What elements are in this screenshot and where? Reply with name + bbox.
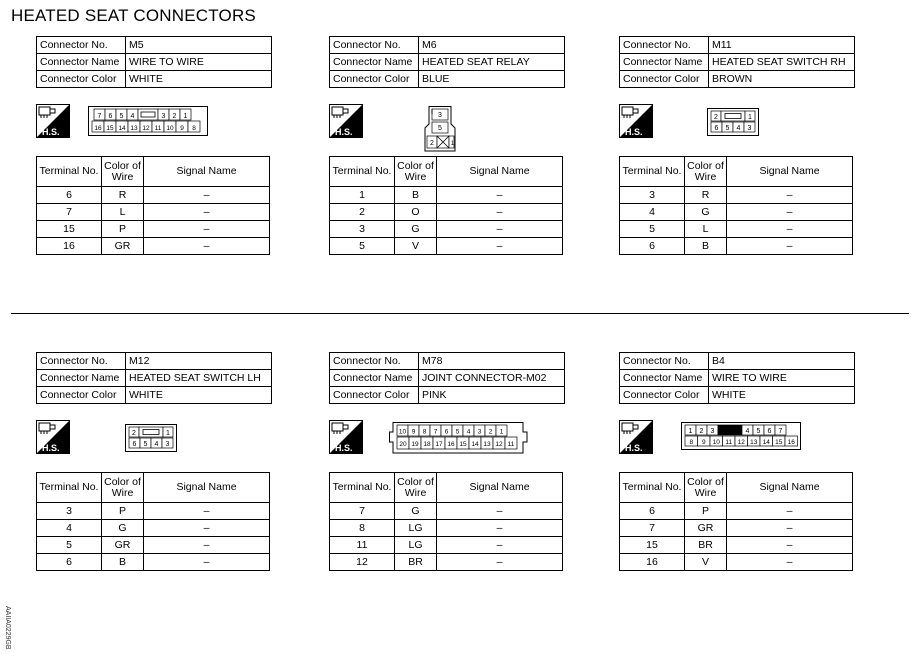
terminal-no-cell: 15 <box>37 221 102 238</box>
connector-info-table <box>36 352 272 404</box>
svg-text:5: 5 <box>119 113 124 120</box>
svg-text:4: 4 <box>154 441 159 448</box>
table-row <box>620 554 853 571</box>
connector-no-label: Connector No. <box>37 37 126 54</box>
signal-name-cell: – <box>727 503 853 520</box>
svg-text:4: 4 <box>736 125 741 132</box>
connector-name-label: Connector Name <box>620 54 709 71</box>
svg-text:16: 16 <box>94 125 102 132</box>
svg-text:5: 5 <box>756 428 761 435</box>
harness-side-icon <box>619 104 653 138</box>
harness-side-icon <box>329 104 363 138</box>
terminal-table-header <box>330 157 563 187</box>
connector-name-value: JOINT CONNECTOR-M02 <box>419 370 565 387</box>
connector-info-table <box>619 352 855 404</box>
connector-name-value: WIRE TO WIRE <box>126 54 272 71</box>
svg-text:2: 2 <box>488 428 493 436</box>
svg-text:18: 18 <box>423 441 431 448</box>
svg-text:14: 14 <box>762 439 770 446</box>
connector-no-label: Connector No. <box>37 353 126 370</box>
connector-no-value: M12 <box>126 353 272 370</box>
connector-color-value: PINK <box>419 387 565 404</box>
terminal-no-header: Terminal No. <box>330 157 395 187</box>
svg-text:1: 1 <box>748 114 752 121</box>
wire-color-cell: L <box>685 221 727 238</box>
svg-text:5: 5 <box>438 125 442 132</box>
terminal-no-cell: 4 <box>37 520 102 537</box>
svg-text:H.S.: H.S. <box>335 443 353 453</box>
connector-panel-m12 <box>36 352 272 612</box>
connector-no-row <box>330 37 565 54</box>
terminal-no-cell: 2 <box>330 204 395 221</box>
connector-name-label: Connector Name <box>620 370 709 387</box>
signal-name-cell: – <box>144 204 270 221</box>
signal-name-header: Signal Name <box>437 157 563 187</box>
harness-side-icon <box>36 420 70 454</box>
connector-color-label: Connector Color <box>620 387 709 404</box>
svg-text:7: 7 <box>97 113 102 120</box>
connector-face-diagram <box>681 422 803 452</box>
wire-color-cell: B <box>685 238 727 255</box>
table-row <box>620 221 853 238</box>
svg-text:15: 15 <box>459 441 467 448</box>
terminal-table-header <box>620 473 853 503</box>
svg-text:9: 9 <box>411 428 416 436</box>
connector-color-row <box>620 387 855 404</box>
terminal-no-cell: 6 <box>37 554 102 571</box>
svg-text:4: 4 <box>745 428 750 435</box>
terminal-no-cell: 7 <box>620 520 685 537</box>
connector-color-label: Connector Color <box>330 71 419 88</box>
table-row <box>37 503 270 520</box>
signal-name-cell: – <box>144 221 270 238</box>
svg-text:2: 2 <box>430 140 434 147</box>
svg-text:11: 11 <box>154 125 162 132</box>
terminal-no-header: Terminal No. <box>37 473 102 503</box>
svg-text:7: 7 <box>433 428 438 436</box>
signal-name-cell: – <box>727 238 853 255</box>
signal-name-cell: – <box>727 221 853 238</box>
svg-text:12: 12 <box>142 125 150 132</box>
terminal-no-cell: 5 <box>620 221 685 238</box>
terminal-no-cell: 8 <box>330 520 395 537</box>
signal-name-cell: – <box>437 204 563 221</box>
connector-name-row <box>37 54 272 71</box>
svg-text:15: 15 <box>106 125 114 132</box>
connector-name-row <box>330 54 565 71</box>
connector-info-table <box>329 36 565 88</box>
svg-text:3: 3 <box>477 428 482 436</box>
terminal-no-cell: 7 <box>37 204 102 221</box>
svg-text:3: 3 <box>710 428 715 435</box>
signal-name-header: Signal Name <box>144 473 270 503</box>
svg-text:H.S.: H.S. <box>625 443 643 453</box>
signal-name-cell: – <box>437 554 563 571</box>
connector-no-row <box>37 37 272 54</box>
svg-text:20: 20 <box>399 441 407 448</box>
terminal-table-header <box>620 157 853 187</box>
terminal-no-header: Terminal No. <box>620 473 685 503</box>
wire-color-cell: G <box>102 520 144 537</box>
table-row <box>37 221 270 238</box>
svg-text:5: 5 <box>143 441 148 448</box>
connector-face-diagram <box>389 422 529 454</box>
wire-color-cell: GR <box>685 520 727 537</box>
connector-face-diagram <box>88 106 208 136</box>
signal-name-cell: – <box>144 238 270 255</box>
connector-name-value: HEATED SEAT SWITCH LH <box>126 370 272 387</box>
table-row <box>330 554 563 571</box>
connector-color-row <box>620 71 855 88</box>
svg-text:3: 3 <box>438 112 442 119</box>
svg-text:17: 17 <box>435 441 443 448</box>
connector-panel-m5 <box>36 36 272 296</box>
terminal-no-cell: 16 <box>37 238 102 255</box>
terminal-no-cell: 7 <box>330 503 395 520</box>
signal-name-cell: – <box>437 503 563 520</box>
connector-name-value: WIRE TO WIRE <box>709 370 855 387</box>
connector-name-row <box>620 54 855 71</box>
connector-name-row <box>330 370 565 387</box>
svg-text:1: 1 <box>688 428 693 435</box>
terminal-table <box>329 472 563 571</box>
connector-no-label: Connector No. <box>330 353 419 370</box>
signal-name-cell: – <box>727 520 853 537</box>
terminal-no-header: Terminal No. <box>330 473 395 503</box>
signal-name-header: Signal Name <box>727 473 853 503</box>
svg-text:3: 3 <box>747 125 752 132</box>
svg-text:14: 14 <box>118 125 126 132</box>
svg-text:8: 8 <box>192 125 196 132</box>
wire-color-cell: V <box>395 238 437 255</box>
connector-no-value: M78 <box>419 353 565 370</box>
table-row <box>330 238 563 255</box>
svg-text:6: 6 <box>767 428 772 435</box>
signal-name-cell: – <box>727 537 853 554</box>
svg-text:6: 6 <box>108 113 113 120</box>
table-row <box>620 503 853 520</box>
svg-text:H.S.: H.S. <box>42 127 60 137</box>
wire-color-cell: B <box>102 554 144 571</box>
svg-text:13: 13 <box>130 125 138 132</box>
svg-text:H.S.: H.S. <box>42 443 60 453</box>
terminal-table <box>329 156 563 255</box>
svg-text:8: 8 <box>689 439 694 446</box>
terminal-no-cell: 6 <box>620 238 685 255</box>
svg-text:5: 5 <box>725 125 730 132</box>
svg-text:H.S.: H.S. <box>335 127 353 137</box>
connector-no-value: M5 <box>126 37 272 54</box>
section-divider <box>11 313 909 314</box>
svg-text:16: 16 <box>787 439 795 446</box>
harness-side-icon <box>619 420 653 454</box>
svg-text:2: 2 <box>132 430 136 437</box>
table-row <box>37 554 270 571</box>
svg-text:10: 10 <box>166 125 174 132</box>
signal-name-cell: – <box>437 221 563 238</box>
connector-info-table <box>619 36 855 88</box>
table-row <box>330 503 563 520</box>
wire-color-cell: P <box>102 221 144 238</box>
terminal-table <box>619 156 853 255</box>
wire-color-cell: R <box>102 187 144 204</box>
terminal-no-cell: 5 <box>330 238 395 255</box>
color-of-wire-header: Color of Wire <box>685 473 727 503</box>
signal-name-header: Signal Name <box>437 473 563 503</box>
table-row <box>330 187 563 204</box>
svg-text:8: 8 <box>422 428 427 436</box>
table-row <box>620 187 853 204</box>
table-row <box>330 221 563 238</box>
svg-text:15: 15 <box>775 439 783 446</box>
connector-name-row <box>37 370 272 387</box>
svg-text:2: 2 <box>699 428 704 435</box>
color-of-wire-header: Color of Wire <box>685 157 727 187</box>
signal-name-cell: – <box>437 238 563 255</box>
svg-text:11: 11 <box>725 439 733 446</box>
connector-panel-m11 <box>619 36 855 296</box>
terminal-no-cell: 4 <box>620 204 685 221</box>
terminal-no-cell: 15 <box>620 537 685 554</box>
wire-color-cell: V <box>685 554 727 571</box>
connector-name-value: HEATED SEAT SWITCH RH <box>709 54 855 71</box>
signal-name-cell: – <box>437 520 563 537</box>
connector-no-value: M11 <box>709 37 855 54</box>
svg-text:H.S.: H.S. <box>625 127 643 137</box>
signal-name-header: Signal Name <box>144 157 270 187</box>
connector-no-label: Connector No. <box>330 37 419 54</box>
svg-text:13: 13 <box>483 441 491 448</box>
terminal-no-cell: 16 <box>620 554 685 571</box>
color-of-wire-header: Color of Wire <box>395 473 437 503</box>
svg-text:16: 16 <box>447 441 455 448</box>
signal-name-cell: – <box>144 503 270 520</box>
svg-text:12: 12 <box>737 439 745 446</box>
connector-no-label: Connector No. <box>620 353 709 370</box>
connector-color-value: BROWN <box>709 71 855 88</box>
terminal-no-cell: 1 <box>330 187 395 204</box>
connector-color-row <box>330 71 565 88</box>
connector-color-row <box>37 71 272 88</box>
figure-code: AAIIA0229GB <box>4 606 11 650</box>
connector-no-row <box>620 37 855 54</box>
connector-panel-m78 <box>329 352 565 612</box>
signal-name-cell: – <box>437 537 563 554</box>
connector-no-row <box>37 353 272 370</box>
terminal-table-header <box>330 473 563 503</box>
svg-text:9: 9 <box>701 439 706 446</box>
table-row <box>37 520 270 537</box>
color-of-wire-header: Color of Wire <box>102 157 144 187</box>
terminal-no-header: Terminal No. <box>620 157 685 187</box>
wire-color-cell: G <box>395 503 437 520</box>
connector-panel-m6 <box>329 36 565 296</box>
svg-text:2: 2 <box>714 114 718 121</box>
terminal-no-cell: 3 <box>37 503 102 520</box>
svg-text:1: 1 <box>166 430 170 437</box>
svg-text:2: 2 <box>172 113 177 120</box>
signal-name-cell: – <box>727 187 853 204</box>
connector-face-diagram <box>415 106 465 152</box>
signal-name-cell: – <box>437 187 563 204</box>
connector-color-value: WHITE <box>126 71 272 88</box>
connector-name-label: Connector Name <box>330 370 419 387</box>
connector-no-row <box>620 353 855 370</box>
wire-color-cell: G <box>685 204 727 221</box>
harness-side-icon <box>329 420 363 454</box>
svg-text:3: 3 <box>165 441 170 448</box>
connector-color-row <box>37 387 272 404</box>
table-row <box>37 537 270 554</box>
connector-no-label: Connector No. <box>620 37 709 54</box>
svg-text:1: 1 <box>450 141 455 147</box>
terminal-table <box>36 156 270 255</box>
connector-info-table <box>36 36 272 88</box>
svg-text:11: 11 <box>507 441 515 448</box>
terminal-table-header <box>37 157 270 187</box>
terminal-no-cell: 3 <box>330 221 395 238</box>
connector-color-label: Connector Color <box>37 71 126 88</box>
table-row <box>37 187 270 204</box>
svg-text:1: 1 <box>499 428 504 436</box>
wire-color-cell: BR <box>685 537 727 554</box>
table-row <box>37 204 270 221</box>
svg-text:4: 4 <box>466 428 471 436</box>
svg-text:10: 10 <box>712 439 720 446</box>
terminal-no-cell: 6 <box>37 187 102 204</box>
wire-color-cell: GR <box>102 537 144 554</box>
terminal-table <box>36 472 270 571</box>
connector-color-value: WHITE <box>709 387 855 404</box>
connector-color-value: BLUE <box>419 71 565 88</box>
svg-text:13: 13 <box>750 439 758 446</box>
connector-no-value: M6 <box>419 37 565 54</box>
terminal-no-cell: 3 <box>620 187 685 204</box>
svg-text:6: 6 <box>714 125 719 132</box>
wire-color-cell: G <box>395 221 437 238</box>
terminal-no-cell: 11 <box>330 537 395 554</box>
terminal-no-cell: 5 <box>37 537 102 554</box>
connector-face-diagram <box>707 108 759 138</box>
signal-name-cell: – <box>144 520 270 537</box>
wire-color-cell: O <box>395 204 437 221</box>
connector-name-label: Connector Name <box>37 370 126 387</box>
svg-text:6: 6 <box>132 441 137 448</box>
svg-text:5: 5 <box>455 428 460 436</box>
harness-side-icon <box>36 104 70 138</box>
svg-text:3: 3 <box>161 113 166 120</box>
wire-color-cell: LG <box>395 520 437 537</box>
table-row <box>330 520 563 537</box>
terminal-no-cell: 6 <box>620 503 685 520</box>
svg-text:19: 19 <box>411 441 419 448</box>
table-row <box>330 537 563 554</box>
svg-text:1: 1 <box>183 113 188 120</box>
table-row <box>330 204 563 221</box>
svg-text:7: 7 <box>778 428 783 435</box>
table-row <box>620 238 853 255</box>
connector-color-label: Connector Color <box>620 71 709 88</box>
wire-color-cell: R <box>685 187 727 204</box>
wire-color-cell: L <box>102 204 144 221</box>
table-row <box>620 520 853 537</box>
signal-name-cell: – <box>727 554 853 571</box>
connector-no-row <box>330 353 565 370</box>
svg-text:9: 9 <box>180 125 184 132</box>
wire-color-cell: B <box>395 187 437 204</box>
connector-color-label: Connector Color <box>37 387 126 404</box>
color-of-wire-header: Color of Wire <box>102 473 144 503</box>
connector-color-label: Connector Color <box>330 387 419 404</box>
svg-text:10: 10 <box>398 428 407 436</box>
terminal-table-header <box>37 473 270 503</box>
signal-name-cell: – <box>144 187 270 204</box>
wire-color-cell: P <box>102 503 144 520</box>
connector-no-value: B4 <box>709 353 855 370</box>
wire-color-cell: P <box>685 503 727 520</box>
connector-name-row <box>620 370 855 387</box>
table-row <box>620 204 853 221</box>
wire-color-cell: GR <box>102 238 144 255</box>
signal-name-cell: – <box>144 554 270 571</box>
color-of-wire-header: Color of Wire <box>395 157 437 187</box>
connector-face-diagram <box>125 424 177 454</box>
connector-color-row <box>330 387 565 404</box>
terminal-no-cell: 12 <box>330 554 395 571</box>
table-row <box>620 537 853 554</box>
connector-name-label: Connector Name <box>330 54 419 71</box>
wire-color-cell: LG <box>395 537 437 554</box>
connector-name-value: HEATED SEAT RELAY <box>419 54 565 71</box>
signal-name-cell: – <box>727 204 853 221</box>
connector-info-table <box>329 352 565 404</box>
terminal-no-header: Terminal No. <box>37 157 102 187</box>
svg-text:6: 6 <box>444 428 449 436</box>
signal-name-cell: – <box>144 537 270 554</box>
connector-color-value: WHITE <box>126 387 272 404</box>
terminal-table <box>619 472 853 571</box>
page-title: HEATED SEAT CONNECTORS <box>11 6 256 25</box>
table-row <box>37 238 270 255</box>
connector-panel-b4 <box>619 352 855 612</box>
connector-name-label: Connector Name <box>37 54 126 71</box>
wire-color-cell: BR <box>395 554 437 571</box>
svg-text:14: 14 <box>471 441 479 448</box>
svg-text:12: 12 <box>495 441 503 448</box>
svg-text:4: 4 <box>130 113 135 120</box>
signal-name-header: Signal Name <box>727 157 853 187</box>
